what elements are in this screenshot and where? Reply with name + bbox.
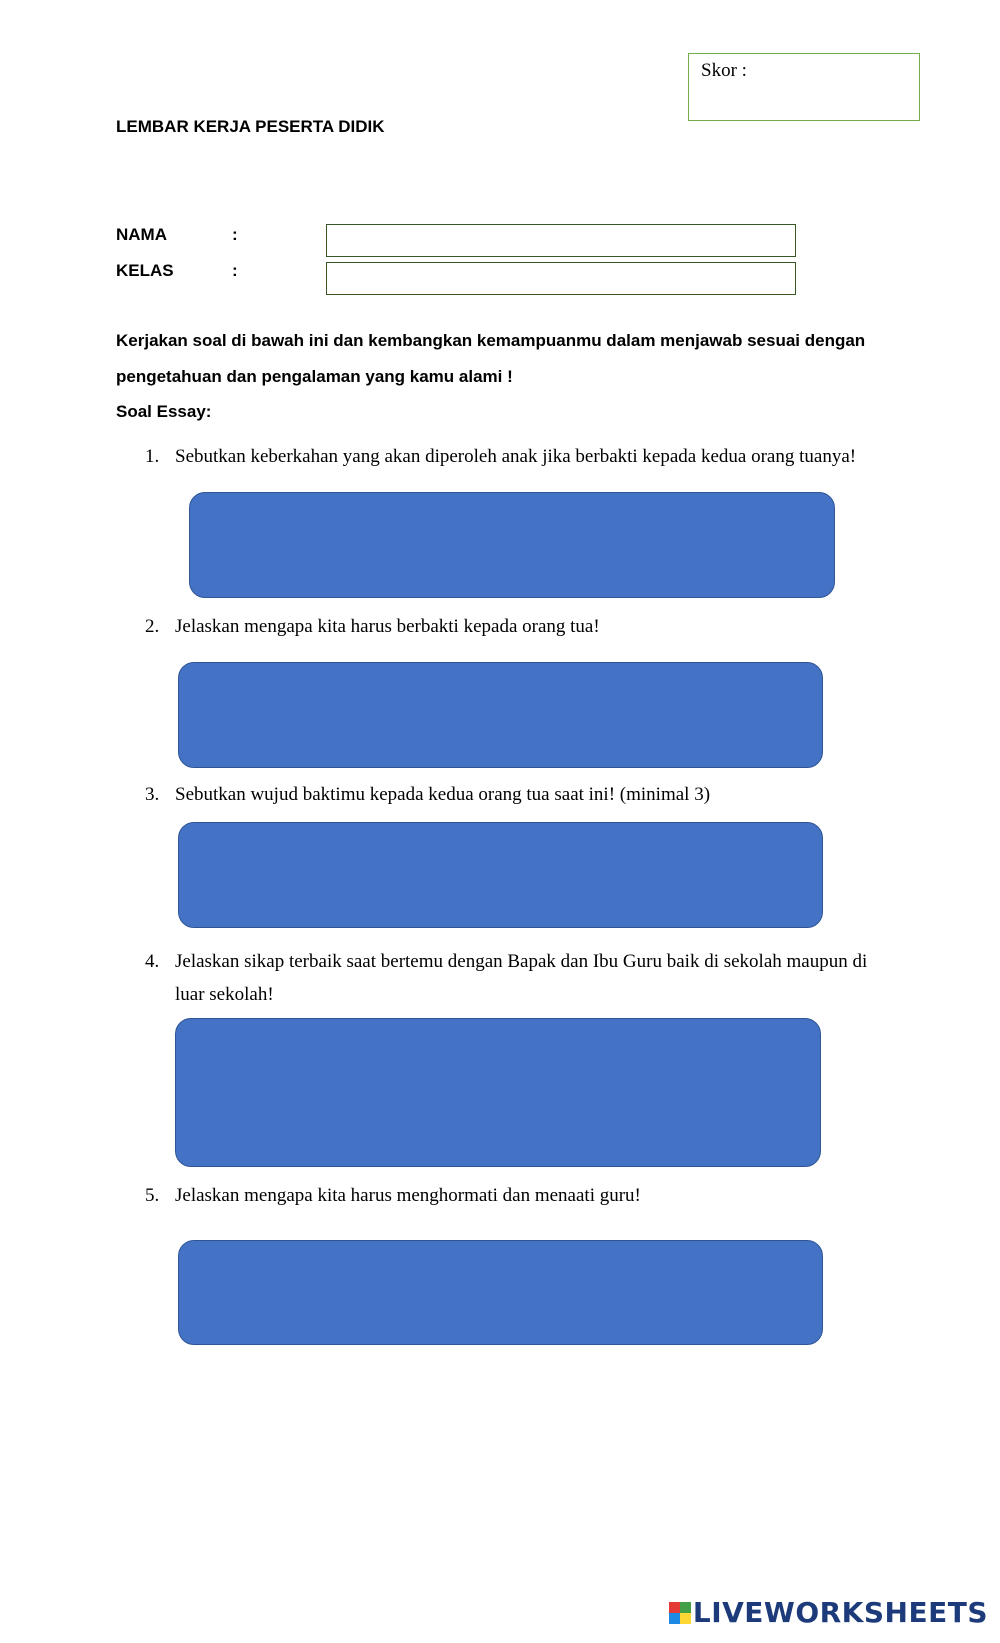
kelas-input[interactable] <box>326 262 796 295</box>
question-number: 3. <box>145 784 160 805</box>
answer-box-5[interactable] <box>178 1240 823 1345</box>
liveworksheets-logo <box>669 1596 988 1629</box>
question-number: 5. <box>145 1185 160 1206</box>
nama-input[interactable] <box>326 224 796 257</box>
answer-box-2[interactable] <box>178 662 823 768</box>
kelas-colon: : <box>232 261 238 280</box>
question-text: Jelaskan mengapa kita harus menghormati dan menaati guru! <box>175 1185 641 1206</box>
answer-box-1[interactable] <box>189 492 835 598</box>
question-text: Jelaskan mengapa kita harus berbakti kepada orang tua! <box>175 616 600 637</box>
nama-colon: : <box>232 225 238 244</box>
question-number: 4. <box>145 951 160 972</box>
nama-label: NAMA <box>116 225 167 244</box>
score-box <box>688 53 920 121</box>
question-text: Sebutkan keberkahan yang akan diperoleh anak jika berbakti kepada kedua orang tuanya! <box>175 446 857 467</box>
section-label: Soal Essay: <box>116 402 212 421</box>
instructions-line-2: pengetahuan dan pengalaman yang kamu alami ! <box>116 367 513 386</box>
question-number: 2. <box>145 616 160 637</box>
answer-box-4[interactable] <box>175 1018 821 1167</box>
question-text: Sebutkan wujud baktimu kepada kedua orang tua saat ini! (minimal 3) <box>175 784 711 805</box>
question-text: Jelaskan sikap terbaik saat bertemu dengan Bapak dan Ibu Guru baik di sekolah maupun di luar sekolah! <box>175 951 868 1005</box>
question-number: 1. <box>145 446 160 467</box>
page-title: LEMBAR KERJA PESERTA DIDIK <box>116 117 385 136</box>
kelas-label: KELAS <box>116 261 174 280</box>
brand-text: LIVEWORKSHEETS <box>692 1596 988 1629</box>
score-label: Skor : <box>701 60 747 81</box>
answer-box-3[interactable] <box>178 822 823 928</box>
liveworksheets-logo-icon <box>669 1602 691 1624</box>
instructions-line-1: Kerjakan soal di bawah ini dan kembangkan kemampuanmu dalam menjawab sesuai dengan <box>116 331 866 350</box>
